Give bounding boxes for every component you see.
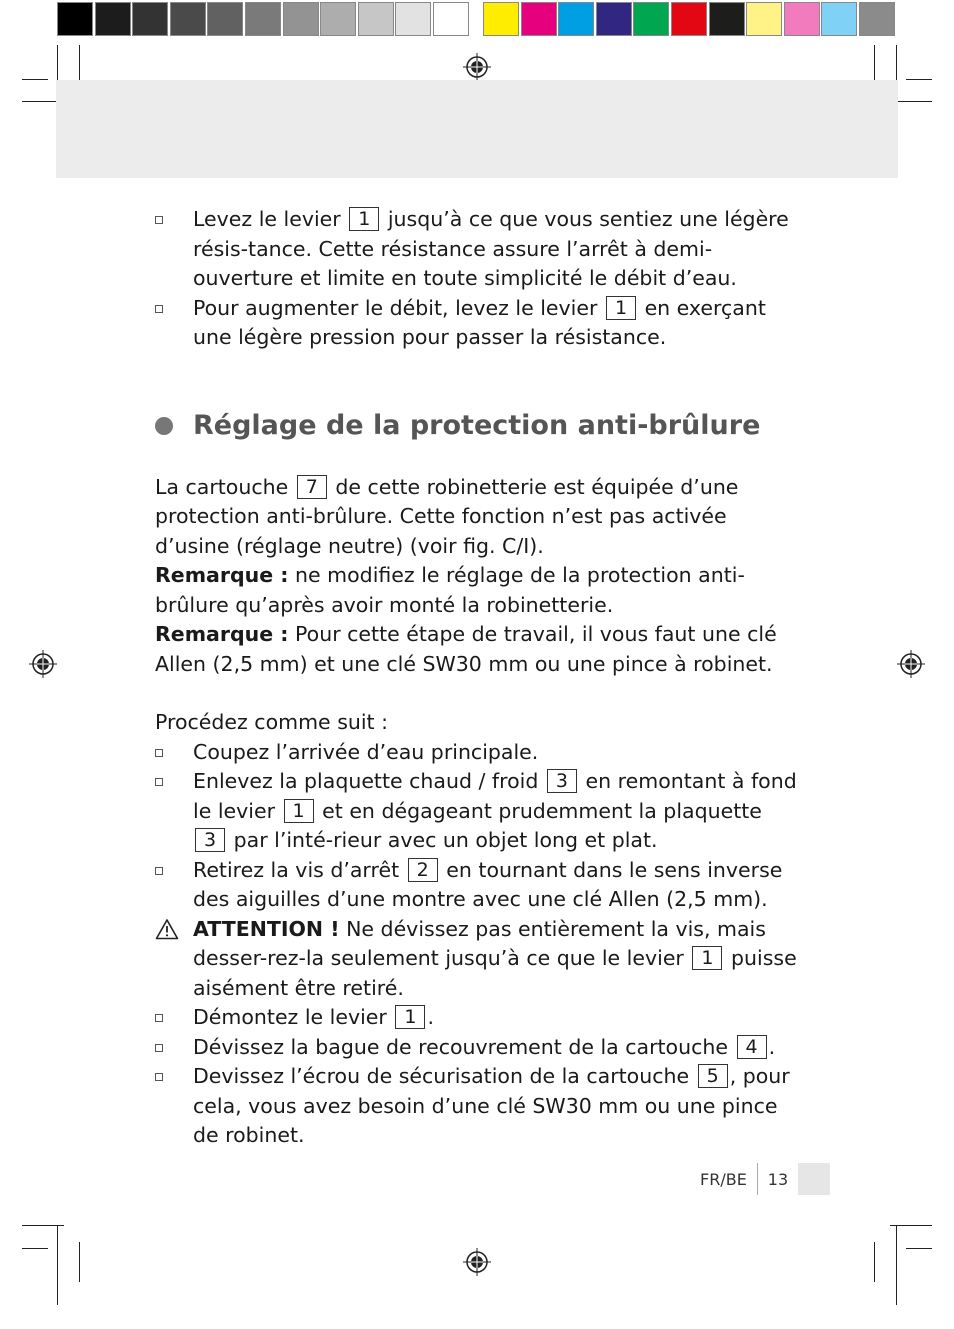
crop-mark — [906, 79, 932, 80]
checkbox-bullet-icon — [155, 749, 163, 757]
color-swatch — [320, 2, 356, 36]
color-swatch — [132, 2, 168, 36]
color-swatch — [596, 2, 632, 36]
part-reference: 3 — [547, 769, 577, 793]
color-swatch — [709, 2, 745, 36]
bullet-dot-icon — [155, 417, 173, 435]
checkbox-bullet-icon — [155, 216, 163, 224]
part-reference: 4 — [737, 1035, 767, 1059]
color-swatch — [821, 2, 857, 36]
crop-mark — [22, 79, 48, 80]
crop-mark — [57, 1225, 58, 1305]
item-text: Coupez l’arrivée d’eau principale. — [193, 739, 539, 764]
item-text: Pour augmenter le débit, levez le levier — [193, 295, 598, 320]
color-swatch — [395, 2, 431, 36]
footer-divider — [757, 1163, 758, 1195]
color-swatch — [671, 2, 707, 36]
checkbox-bullet-icon — [155, 778, 163, 786]
color-swatch — [245, 2, 281, 36]
part-reference: 1 — [284, 799, 314, 823]
part-reference: 1 — [606, 296, 636, 320]
part-reference: 1 — [395, 1005, 425, 1029]
registration-mark-icon — [462, 1247, 492, 1277]
part-reference: 1 — [349, 207, 379, 231]
section-title: Réglage de la protection anti-brûlure — [193, 409, 761, 441]
checkbox-bullet-icon — [155, 1044, 163, 1052]
color-swatch — [170, 2, 206, 36]
color-swatch — [207, 2, 243, 36]
color-swatch — [358, 2, 394, 36]
crop-mark — [896, 1225, 897, 1305]
part-reference: 3 — [195, 828, 225, 852]
color-swatch — [859, 2, 895, 36]
page-tab-marker — [798, 1163, 830, 1195]
color-swatch — [283, 2, 319, 36]
grayscale-color-bar — [57, 2, 471, 40]
color-swatch — [57, 2, 93, 36]
warning-label: ATTENTION ! — [193, 916, 340, 941]
item-text: Levez le levier — [193, 207, 341, 231]
crop-mark — [22, 1225, 64, 1226]
list-item: Devissez l’écrou de sécurisation de la cartouche 5 , pour cela, vous avez besoin d’une clé SW30 mm ou une pince de robinet. — [155, 1062, 800, 1151]
warning-item: ATTENTION ! Ne dévissez pas entièrement la vis, mais desser-rez-la seulement jusqu’à ce que le levier 1 puisse aisément être retiré. — [155, 915, 800, 1004]
checkbox-bullet-icon — [155, 867, 163, 875]
process-color-bar — [483, 2, 897, 40]
checkbox-bullet-icon — [155, 305, 163, 313]
list-item: Démontez le levier 1 . — [155, 1003, 800, 1033]
crop-mark — [906, 1248, 932, 1249]
crop-mark — [874, 1242, 875, 1282]
checkbox-bullet-icon — [155, 1073, 163, 1081]
warning-triangle-icon — [155, 918, 179, 940]
list-item: Dévissez la bague de recouvrement de la cartouche 4 . — [155, 1033, 800, 1063]
checkbox-bullet-icon — [155, 1014, 163, 1022]
registration-mark-icon — [28, 649, 58, 679]
page-number: 13 — [767, 1169, 789, 1189]
section-heading — [155, 408, 800, 444]
note-label: Remarque : — [155, 563, 289, 587]
color-swatch — [746, 2, 782, 36]
list-item — [155, 294, 800, 353]
language-code: FR/BE — [700, 1169, 747, 1189]
list-item: Enlevez la plaquette chaud / froid 3 en remontant à fond le levier 1 et en dégageant prudemment la plaquette 3 par l’inté-rieur avec un objet long et plat. — [155, 767, 800, 856]
page-content — [155, 205, 800, 1151]
part-reference: 2 — [408, 858, 438, 882]
color-swatch — [633, 2, 669, 36]
color-swatch — [521, 2, 557, 36]
list-item: Retirez la vis d’arrêt 2 en tournant dans le sens inverse des aiguilles d’une montre avec une clé Allen (2,5 mm). — [155, 856, 800, 915]
intro-paragraph: La cartouche 7 de cette robinetterie est équipée d’une protection anti-brûlure. Cette fonction n’est pas activée d’usine (réglage neutre) (voir fig. C/I). — [155, 474, 739, 558]
page-footer — [700, 1163, 830, 1195]
part-reference: 1 — [692, 946, 722, 970]
note-paragraph: Remarque : Pour cette étape de travail, il vous faut une clé Allen (2,5 mm) et une clé SW30 mm ou une pince à robinet. — [155, 622, 777, 676]
part-reference: 5 — [698, 1064, 728, 1088]
color-swatch — [95, 2, 131, 36]
procedure-intro: Procédez comme suit : — [155, 710, 389, 734]
color-swatch — [483, 2, 519, 36]
crop-mark — [79, 1242, 80, 1282]
note-paragraph: Remarque : ne modifiez le réglage de la protection anti-brûlure qu’après avoir monté la robinetterie. — [155, 563, 745, 617]
note-label: Remarque : — [155, 622, 289, 646]
part-reference: 7 — [297, 475, 327, 499]
list-item — [155, 738, 800, 768]
header-band — [56, 80, 898, 178]
item-text: jusqu’à ce que vous sentiez une légère résis-tance. Cette résistance assure l’arrêt à demi-ouverture et limite en toute simplicité le débit d’eau. — [193, 207, 789, 290]
crop-mark — [22, 1248, 48, 1249]
list-item — [155, 205, 800, 294]
crop-mark — [890, 1225, 932, 1226]
color-swatch — [784, 2, 820, 36]
registration-mark-icon — [462, 52, 492, 82]
color-swatch — [558, 2, 594, 36]
registration-mark-icon — [896, 649, 926, 679]
color-swatch — [433, 2, 469, 36]
item-text: en exerçant une légère pression pour passer la résistance. — [193, 295, 766, 349]
